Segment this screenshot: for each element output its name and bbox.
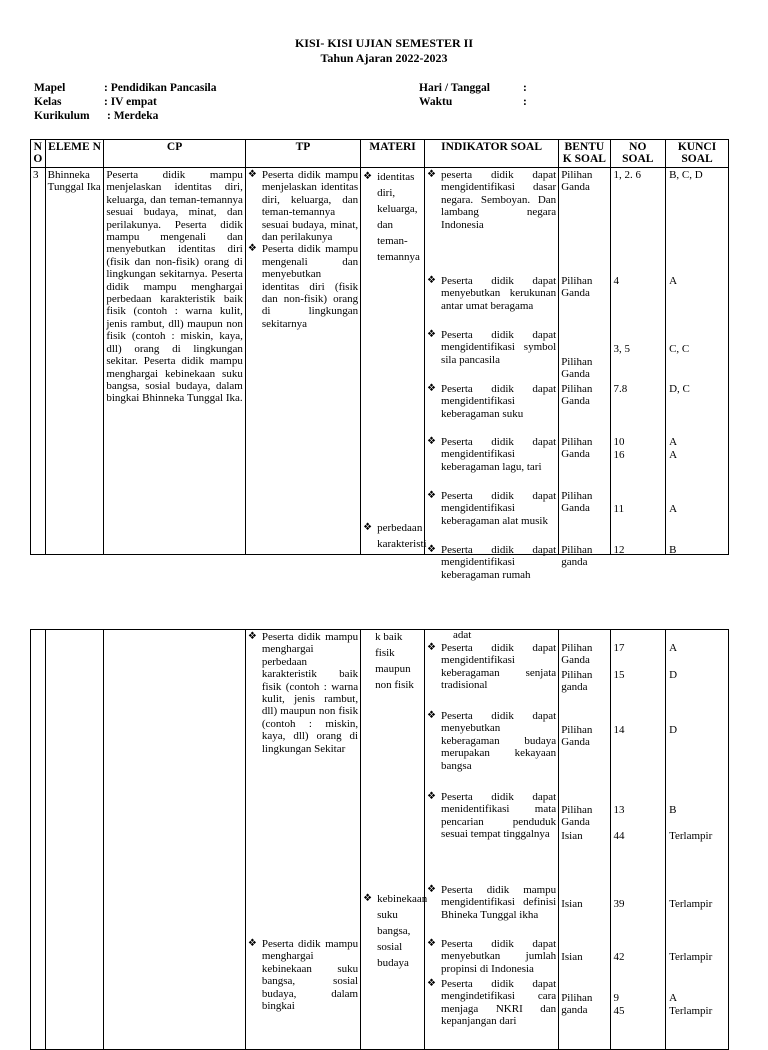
row-elemen <box>45 630 104 1050</box>
bentuk-value: Isian <box>561 830 583 842</box>
kisi-table <box>30 139 729 581</box>
kunci-value: A <box>669 275 678 287</box>
mapel-value: : Pendidikan Pancasila <box>104 82 217 94</box>
indikator-item: ❖ Peserta didik dapat mengidentifikasi keberagaman suku <box>427 383 556 420</box>
row-bentuk <box>559 168 610 569</box>
row-no: 3 <box>31 168 46 555</box>
kunci-value: D <box>669 724 678 736</box>
kunci-value: C, C <box>669 343 690 355</box>
kelas-label: Kelas <box>34 96 62 108</box>
kunci-value: B <box>669 544 677 556</box>
indikator-item: ❖ Peserta didik dapat mengidentifikasi symbol sila pancasila <box>427 329 556 366</box>
indikator-item: ❖ Peserta didik dapat mengidentifikasi keberagaman rumah <box>427 544 556 581</box>
no-soal-value: 10 <box>613 436 625 448</box>
bentuk-value: Pilihan ganda <box>561 669 593 694</box>
no-soal-value: 17 <box>613 642 625 654</box>
materi-item: ❖ identitas diri, keluarga, dan teman-temannya <box>363 169 422 265</box>
no-soal-value: 7.8 <box>613 383 628 395</box>
no-soal-value: 39 <box>613 898 625 910</box>
table-row <box>31 630 729 1050</box>
bentuk-value: Pilihan ganda <box>561 544 593 569</box>
hari-value: : <box>523 82 527 94</box>
kunci-value: A <box>669 503 678 515</box>
indikator-item: ❖ Peserta didik dapat mengindetifikasi cara menjaga NKRI dan kepanjangan dari <box>427 978 556 1028</box>
no-soal-value: 14 <box>613 724 625 736</box>
no-soal-value: 1, 2. 6 <box>613 169 642 181</box>
bentuk-value: Pilihan Ganda <box>561 383 593 408</box>
tp-item: ❖ Peserta didik mampu menghargai kebinekaan suku bangsa, sosial budaya, dalam bingkai <box>248 938 358 1012</box>
row-indikator <box>425 168 559 581</box>
row-bentuk <box>559 630 610 1050</box>
kunci-value: D <box>669 669 678 681</box>
document-subtitle: Tahun Ajaran 2022-2023 <box>320 51 448 65</box>
bentuk-value: Pilihan Ganda <box>561 724 593 749</box>
col-no-soal: NO SOAL <box>610 140 666 168</box>
indikator-item: ❖ Peserta didik dapat menyebutkan jumlah propinsi di Indonesia <box>427 938 556 975</box>
no-soal-value: 15 <box>613 669 625 681</box>
bentuk-value: Pilihan Ganda <box>561 804 593 829</box>
materi-item: k baik fisik maupun non fisik <box>375 631 414 691</box>
kunci-value: Terlampir <box>669 951 713 963</box>
kunci-value: B <box>669 804 677 816</box>
indikator-item: ❖ Peserta didik mampu mengidentifikasi definisi Bhineka Tunggal ikha <box>427 884 556 921</box>
no-soal-value: 12 <box>613 544 625 556</box>
indikator-item: ❖ Peserta didik dapat menyebutkan kerukunan antar umat beragama <box>427 275 556 312</box>
mapel-label: Mapel <box>34 82 66 94</box>
row-indikator <box>425 630 559 1050</box>
no-soal-value: 16 <box>613 449 625 461</box>
indikator-item: ❖ Peserta didik dapat mengidentifikasi keberagaman lagu, tari <box>427 436 556 473</box>
row-elemen: Bhinneka Tunggal Ika <box>45 168 104 555</box>
row-no-soal <box>610 630 666 1050</box>
waktu-label: Waktu <box>419 96 453 108</box>
col-elemen: ELEME N <box>45 140 104 168</box>
kelas-value: : IV empat <box>104 96 157 108</box>
kunci-value: A <box>669 992 678 1004</box>
no-soal-value: 13 <box>613 804 625 816</box>
kunci-value: Terlampir <box>669 830 713 842</box>
hari-label: Hari / Tanggal <box>419 82 490 94</box>
col-cp: CP <box>104 140 245 168</box>
no-soal-value: 9 <box>613 992 620 1004</box>
kunci-value: A <box>669 642 678 654</box>
indikator-item: ❖ Peserta didik dapat mengidentifikasi keberagaman senjata tradisional <box>427 642 556 692</box>
bentuk-value: Pilihan Ganda <box>561 642 593 667</box>
row-cp <box>104 630 245 1050</box>
row-kunci <box>666 168 729 555</box>
no-soal-value: 4 <box>613 275 620 287</box>
kurikulum-label: Kurikulum <box>34 110 90 122</box>
no-soal-value: 3, 5 <box>613 343 631 355</box>
row-tp <box>245 630 360 1050</box>
row-no <box>31 630 46 1050</box>
tp-item: ❖ Peserta didik mampu menghargai perbedaan karakteristik baik fisik (contoh : warna kulit, jenis rambut, dll) maupun non fisik (contoh : miskin, kaya, dll) orang di lingkungan Sekitar <box>248 631 358 755</box>
kunci-value: A <box>669 436 678 448</box>
no-soal-value: 45 <box>613 1005 625 1017</box>
tp-item: ❖ Peserta didik mampu menjelaskan identitas diri, keluarga, dan teman-temannya sesuai budaya, minat, dan perilakunya <box>248 169 358 243</box>
row-materi <box>361 168 425 555</box>
indikator-item: ❖ Peserta didik dapat menyebutkan keberagaman budaya merupakan kekayaan bangsa <box>427 710 556 772</box>
bentuk-value: Pilihan Ganda <box>561 169 593 194</box>
kunci-value: B, C, D <box>669 169 703 181</box>
row-materi <box>361 630 428 1050</box>
kisi-table-continued <box>30 629 729 1050</box>
document-title: KISI- KISI UJIAN SEMESTER II <box>294 36 474 50</box>
indikator-item: ❖ Peserta didik dapat mengidentifikasi keberagaman alat musik <box>427 490 556 527</box>
kunci-value: D, C <box>669 383 690 395</box>
kunci-value: A <box>669 449 678 461</box>
row-no-soal <box>610 168 666 555</box>
table-row <box>31 168 729 555</box>
waktu-value: : <box>523 96 527 108</box>
no-soal-value: 11 <box>613 503 625 515</box>
bentuk-value: Isian <box>561 951 583 963</box>
row-cp: Peserta didik mampu menjelaskan identitas diri, keluarga, dan teman-temannya sesuai budaya, minat, dan perilakunya. Peserta didik mampu mengenali dan menyebutkan identitas diri (fisik dan non-fisik) orang di lingkungan sekitarnya. Peserta didik mampu menghargai perbedaan karakteristik baik fisik (contoh : warna kulit, jenis rambut, dll) maupun non fisik (contoh : miskin, kaya, dll) orang di lingkungan sekitar. Peserta didik mampu menghargai kebinekaan suku bangsa, sosial budaya, dalam bingkai Bhinneka Tunggal Ika. <box>104 168 245 555</box>
kurikulum-value: : Merdeka <box>107 110 159 122</box>
tp-item: ❖ Peserta didik mampu mengenali dan menyebutkan identitas diri (fisik dan non-fisik) orang di lingkungan sekitarnya <box>248 243 358 330</box>
no-soal-value: 44 <box>613 830 625 842</box>
kunci-value: Terlampir <box>669 898 713 910</box>
indikator-item: ❖ Peserta didik dapat menidentifikasi mata pencarian penduduk sesuai tempat tinggalnya <box>427 791 556 841</box>
col-kunci: KUNCI SOAL <box>666 140 729 168</box>
materi-item: ❖ perbedaan karakteristi <box>363 520 422 552</box>
table-header-row <box>31 140 729 168</box>
col-indikator: INDIKATOR SOAL <box>425 140 559 168</box>
indikator-item: ❖ peserta didik dapat mengidentifikasi dasar negara. Semboyan. Dan lambang negara Indonesia <box>427 169 556 231</box>
col-materi: MATERI <box>361 140 425 168</box>
kunci-value: Terlampir <box>669 1005 713 1017</box>
bentuk-value: Pilihan Ganda <box>561 436 593 461</box>
bentuk-value: Pilihan Ganda <box>561 490 593 515</box>
bentuk-value: Isian <box>561 898 583 910</box>
indikator-continued: adat <box>453 629 472 641</box>
row-tp <box>245 168 360 555</box>
no-soal-value: 42 <box>613 951 625 963</box>
col-tp: TP <box>245 140 360 168</box>
bentuk-value: Pilihan Ganda <box>561 356 593 381</box>
bentuk-value: Pilihan ganda <box>561 992 593 1017</box>
bentuk-value: Pilihan Ganda <box>561 275 593 300</box>
row-kunci <box>666 630 729 1050</box>
col-bentuk: BENTU K SOAL <box>559 140 610 168</box>
materi-item: ❖ kebinekaan suku bangsa, sosial budaya <box>363 891 422 971</box>
col-no: N O <box>31 140 46 168</box>
